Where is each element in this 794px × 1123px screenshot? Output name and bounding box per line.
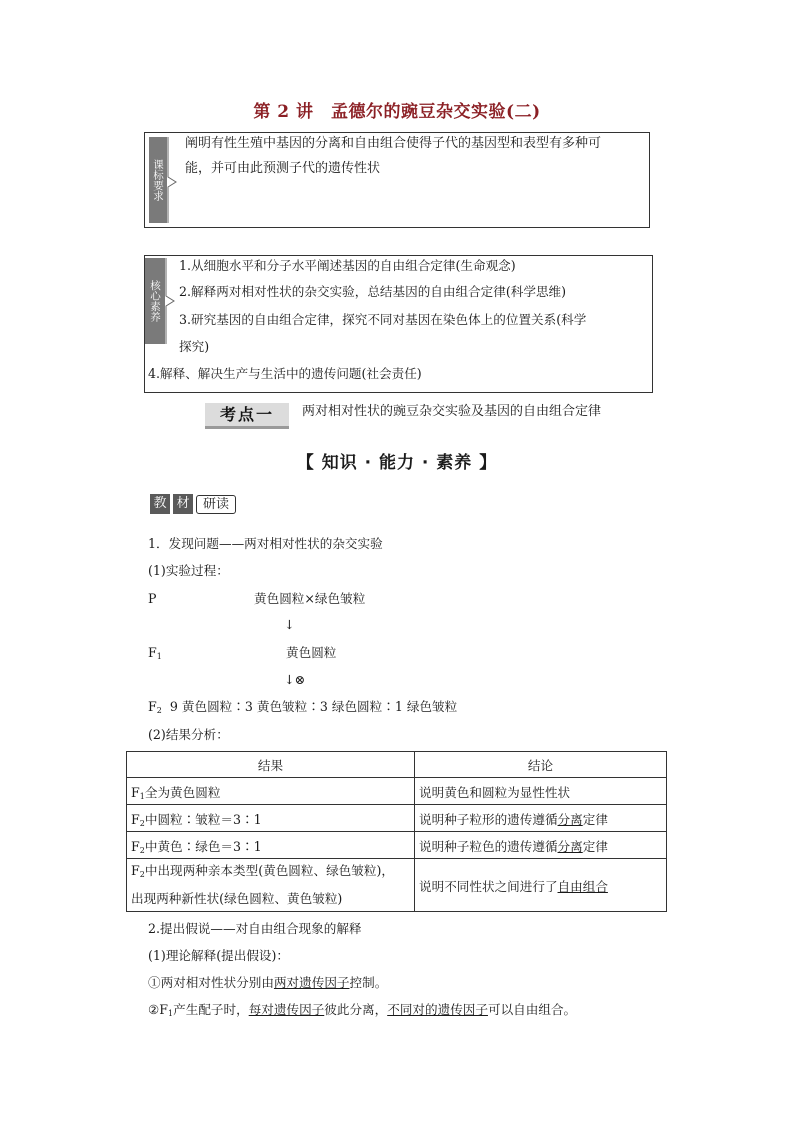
- step-2: 2.提出假说——对自由组合现象的解释: [148, 921, 362, 936]
- arrow-down-icon: ↓: [284, 617, 295, 632]
- hyp2-mid: 产生配子时，: [173, 1002, 249, 1017]
- gen-letter: F: [131, 811, 140, 827]
- step-1-1: (1)实验过程：: [148, 563, 229, 578]
- header-result: 结果: [127, 752, 415, 778]
- table-row: [127, 778, 667, 805]
- table-row: [127, 805, 667, 832]
- conclusion-cell: [415, 832, 667, 859]
- study-badge: [150, 494, 236, 514]
- curriculum-box: [144, 132, 650, 228]
- gen-letter: F: [131, 838, 140, 854]
- section-title: 【 知识 · 能力 · 素养 】: [296, 453, 498, 473]
- conclusion-cell: [415, 778, 667, 805]
- gen-sub: 2: [139, 845, 145, 855]
- hyp1-pre: ①两对相对性状分别由: [148, 975, 274, 990]
- conclusion-underlined: 分离: [557, 811, 583, 827]
- p-cross: 黄色圆粒×绿色皱粒: [254, 591, 366, 606]
- gen-sub: 1: [139, 791, 145, 801]
- conclusion-text: 说明种子粒色的遗传遵循: [419, 838, 558, 854]
- header-conclusion: 结论: [415, 752, 667, 778]
- result-cell: [127, 832, 415, 859]
- kaodian-text: 两对相对性状的豌豆杂交实验及基因的自由组合定律: [302, 404, 602, 419]
- f1-letter: F: [148, 645, 157, 660]
- hyp2-mid2: 彼此分离，: [324, 1002, 388, 1017]
- conclusion-text: 说明黄色和圆粒为显性性状: [419, 784, 571, 800]
- hyp2-pre: ②F: [148, 1002, 169, 1017]
- kaodian-label: 考点一: [205, 403, 289, 429]
- curriculum-tag-text: 课标要求: [152, 159, 164, 201]
- bracket-arrow-icon: [165, 258, 177, 344]
- conclusion-post: 定律: [582, 811, 608, 827]
- conclusion-underlined: 分离: [557, 838, 583, 854]
- core-tag-text: 核心素养: [149, 280, 161, 322]
- study-char-3: 研读: [196, 495, 236, 514]
- f1-phenotype: 黄色圆粒: [286, 645, 337, 660]
- curriculum-tag: [149, 137, 167, 223]
- table-row: [127, 832, 667, 859]
- hyp1-post: 控制。: [349, 975, 388, 990]
- selfing-icon: ↓⊗: [284, 672, 306, 687]
- conclusion-cell: [415, 859, 667, 912]
- hyp2-sub: 1: [168, 1009, 174, 1018]
- curriculum-line-2: 能，并可由此预测子代的遗传性状: [185, 161, 381, 176]
- results-table: [126, 751, 667, 912]
- result-text-line-1: 中出现两种亲本类型(黄色圆粒、绿色皱粒)，: [144, 863, 394, 878]
- gen-letter: F: [131, 863, 140, 878]
- f2-ratio: 9 黄色圆粒∶3 黄色皱粒∶3 绿色圆粒∶1 绿色皱粒: [169, 699, 458, 714]
- result-cell: [127, 778, 415, 805]
- core-box: [144, 255, 653, 393]
- conclusion-post: 定律: [582, 838, 608, 854]
- hyp2-underlined-1: 每对遗传因子: [248, 1002, 325, 1017]
- step-1: 1．发现问题——两对相对性状的杂交实验: [148, 536, 383, 551]
- conclusion-text: 说明种子粒形的遗传遵循: [419, 811, 558, 827]
- bracket-arrow-icon: [167, 137, 179, 223]
- step-2-1: (1)理论解释(提出假设)：: [148, 948, 290, 963]
- study-char-1: 教: [150, 494, 170, 514]
- f1-sub: 1: [156, 652, 162, 661]
- gen-sub: 2: [139, 818, 145, 828]
- result-text: 全为黄色圆粒: [144, 784, 221, 800]
- conclusion-text: 说明不同性状之间进行了: [419, 878, 558, 894]
- step-1-2: (2)结果分析：: [148, 727, 229, 742]
- hyp2-post: 可以自由组合。: [487, 1002, 577, 1017]
- curriculum-line-1: 阐明有性生殖中基因的分离和自由组合使得子代的基因型和表型有多种可: [185, 136, 602, 151]
- f2-letter: F: [148, 699, 157, 714]
- gen-letter: F: [131, 784, 140, 800]
- table-header-row: [127, 752, 667, 778]
- result-text: 中黄色∶绿色＝3∶1: [144, 838, 262, 854]
- table-row: [127, 859, 667, 912]
- study-char-2: 材: [173, 494, 193, 514]
- core-tag: [145, 258, 165, 344]
- core-item-1: 1.从细胞水平和分子水平阐述基因的自由组合定律(生命观念): [179, 258, 516, 273]
- hyp1-underlined: 两对遗传因子: [273, 975, 350, 990]
- core-item-3-cont: 探究): [179, 339, 210, 354]
- gen-sub: 2: [139, 870, 145, 879]
- hypothesis-1: [148, 976, 387, 990]
- core-item-3: 3.研究基因的自由组合定律，探究不同对基因在染色体上的位置关系(科学: [179, 312, 587, 327]
- result-cell: [127, 805, 415, 832]
- page-title: 第 2 讲 孟德尔的豌豆杂交实验(二): [253, 102, 541, 122]
- f1-label: [148, 646, 162, 664]
- core-item-4: 4.解释、解决生产与生活中的遗传问题(社会责任): [148, 366, 422, 381]
- core-item-2: 2.解释两对相对性状的杂交实验，总结基因的自由组合定律(科学思维): [179, 284, 567, 299]
- result-text-line-2: 出现两种新性状(绿色圆粒、黄色皱粒): [131, 891, 343, 906]
- result-cell: [127, 859, 415, 912]
- result-text: 中圆粒∶皱粒＝3∶1: [144, 811, 262, 827]
- conclusion-cell: [415, 805, 667, 832]
- conclusion-underlined: 自由组合: [557, 878, 608, 894]
- p-label: P: [148, 591, 157, 606]
- hyp2-underlined-2: 不同对的遗传因子: [387, 1002, 488, 1017]
- f2-sub: 2: [156, 706, 162, 715]
- hypothesis-2: [148, 1003, 576, 1021]
- f2-row: [148, 700, 457, 718]
